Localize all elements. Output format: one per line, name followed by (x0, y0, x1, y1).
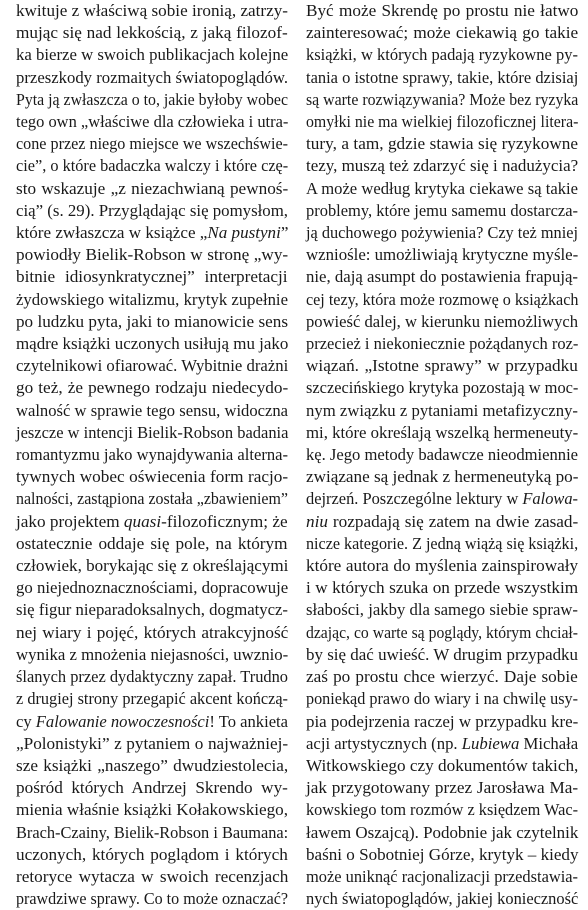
text-line: powieść dalej, w kierunku niemożliwych (306, 311, 579, 331)
text-line: żydowskiego witalizmu, krytyk zupełnie (16, 289, 288, 309)
text-line: walność w sprawie tego sensu, widoczna (16, 400, 288, 420)
text-line: omyłki nie ma wielkiej filozoficznej litera- (306, 112, 579, 132)
text-line: związane są jednak z hermeneutyką po- (306, 467, 579, 487)
text-line: zainteresować; może ciekawią go takie (306, 23, 579, 43)
text-line: nym związku z pytaniami metafizyczny- (306, 400, 578, 420)
text-line: go niejednoznacznościami, dopracowuje (16, 578, 289, 598)
text-line: powiodły Bielik-Robson w stronę „wy- (16, 245, 289, 265)
text-line: kowskiego tom rozmów z księdzem Wac- (306, 800, 579, 820)
text-line: mądre książki uczonych usiłują mu jako (16, 334, 289, 354)
text-line: uczonych, których poglądom i których (16, 844, 288, 864)
text-line: problemy, które jemu samemu dostarcza- (306, 200, 578, 220)
text-line: Witkowskiego czy dokumentów takich, (306, 755, 579, 775)
text-line: nalności, zastąpiona została „zbawieniem” (16, 489, 289, 509)
text-line: tywnych wobec oświecenia form racjo- (16, 467, 289, 487)
text-line: pia podejrzenia raczej w przypadku kre- (306, 711, 579, 731)
text-line: mując się nad lekkością, z jaką filozof- (16, 23, 288, 43)
text-line: tezy, muszą też zdarzyć się i nadużycia? (306, 156, 579, 176)
text-line: tego own „właściwe dla człowieka i utra- (16, 112, 289, 132)
text-line: cią” (s. 29). Przyglądając się pomysłom, (16, 200, 288, 220)
text-line: książki, w których padają ryzykowne py- (306, 45, 578, 65)
text-line: mienia właśnie książki Kołakowskiego, (16, 800, 289, 820)
text-line: ostatecznie oddaje się pole, na którym (16, 533, 288, 553)
text-line: czytelnikowi ofiarować. Wybitnie drażni (16, 356, 289, 376)
text-line: tania o istotne sprawy, takie, które dzisiaj (306, 67, 579, 87)
text-column-right (306, 0, 579, 909)
text-line: nicze kategorie. Z jedną wiążą się książki, (306, 533, 579, 553)
text-line: mi, które określają wszelką hermeneuty- (306, 422, 579, 442)
text-line: sto wskazuje „z niezachwianą pewnoś- (16, 178, 289, 198)
text-line: jeszcze w intencji Bielik-Robson badania (16, 422, 289, 442)
text-line: baśni o Sobotniej Górze, krytyk – kiedy (306, 844, 579, 864)
text-line: się figur nieparadoksalnych, dogmatycz- (16, 600, 288, 620)
text-line: zaś po prostu chce wierzyć. Daje sobie (306, 667, 578, 687)
text-line: ka bierze w swoich publikacjach kolejne (16, 45, 289, 65)
text-line: słabości, jakby dla samego siebie spraw- (306, 600, 578, 620)
text-line: przeszkody rozmaitych światopoglądów. (16, 67, 289, 87)
text-line: retoryce wytacza w swoich recenzjach (16, 866, 289, 886)
text-line: nie, dają asumpt do postawienia frapują- (306, 267, 578, 287)
text-line: są warte rozwiązywania? Może bez ryzyka (306, 89, 579, 109)
text-line: przecież i niekoniecznie pożądanych roz- (306, 334, 579, 354)
text-line: może uniknąć racjonalizacji przedstawia- (306, 866, 579, 886)
text-line: sze książki „naszego” dwudziestolecia, (16, 755, 289, 775)
text-line: które zwłaszcza w książce „Na pustyni” (16, 223, 289, 243)
text-line: które autora do myślenia zainspirowały (306, 556, 579, 576)
text-line: poniekąd prawo do wiary i na chwilę usy- (306, 689, 579, 709)
text-line: prawdziwe sprawy. Co to może oznaczać? (16, 889, 288, 909)
text-column-left (16, 0, 289, 909)
text-line: bitnie idiosynkratycznej” interpretacji (16, 267, 288, 287)
text-line: cej tezy, która może rozmowę o książkach (306, 289, 579, 309)
text-line: by się dać uwieść. W drugim przypadku (306, 644, 578, 664)
text-line: „Polonistyki” z pytaniem o najważniej- (16, 733, 289, 753)
text-line: pośród których Andrzej Skrendo wy- (16, 778, 288, 798)
text-line: dzając, co warte są poglądy, którym chciał- (306, 622, 579, 642)
text-line: jako projektem quasi-filozoficznym; że (16, 511, 288, 531)
text-line: cone przez niego miejsce we wszechświe- (16, 134, 288, 154)
text-line: Pyta ją zwłaszcza o to, jakie byłoby wobec (16, 89, 288, 109)
text-line: A może według krytyka ciekawe są takie (306, 178, 578, 198)
text-line: z drugiej strony przegapić akcent kończą- (16, 689, 288, 709)
text-line: nej wiary i pojęć, których atrakcyjność (16, 622, 289, 642)
text-line: jak przygotowany przez Jarosława Ma- (306, 778, 579, 798)
text-line: ławem Oszajcą). Podobnie jak czytelnik (306, 822, 579, 842)
text-line: tury, a tam, gdzie stawia się ryzykowne (306, 134, 578, 154)
text-line: Być może Skrendę po prostu nie łatwo (306, 1, 579, 20)
text-line: niu rozpadają się zatem na dwie zasad- (306, 511, 579, 531)
text-line: szczecińskiego krytyka pozostają w moc- (306, 378, 579, 398)
text-line: go też, że pewnego rodzaju niedecydo- (16, 378, 289, 398)
text-line: po ludzku pyta, jaki to mianowicie sens (16, 311, 288, 331)
text-line: acji artystycznych (np. Lubiewa Michała (306, 733, 579, 753)
text-line: kę. Jego metody badawcze nieodmiennie (306, 445, 579, 465)
text-line: cy Falowanie nowoczesności! To ankieta (16, 711, 289, 731)
text-line: człowiek, borykając się z określającymi (16, 556, 289, 576)
text-line: dejrzeń. Poszczególne lektury w Falowa- (306, 489, 579, 509)
text-line: kwituje z właściwą sobie ironią, zatrzy- (16, 1, 288, 20)
text-line: romantyzmu jako wynajdywania alterna- (16, 445, 289, 465)
text-line: Brach-Czainy, Bielik-Robson i Baumana: (16, 822, 289, 842)
text-line: ją duchowego pożywienia? Czy też mniej (306, 223, 578, 243)
text-line: wynika z mnożenia niejasności, uwznio- (16, 644, 289, 664)
text-line: cie”, o które badaczka walczy i które czę- (16, 156, 289, 176)
text-line: i w których szuka on przede wszystkim (306, 578, 579, 598)
text-line: ślanych przez dydaktyczny zapał. Trudno (16, 667, 289, 687)
text-line: nych światopoglądów, jakiej konieczność (306, 889, 579, 909)
text-line: wiązań. „Istotne sprawy” w przypadku (306, 356, 578, 376)
text-line: wzniośle: umożliwiają krytyczne myśle- (306, 245, 579, 265)
